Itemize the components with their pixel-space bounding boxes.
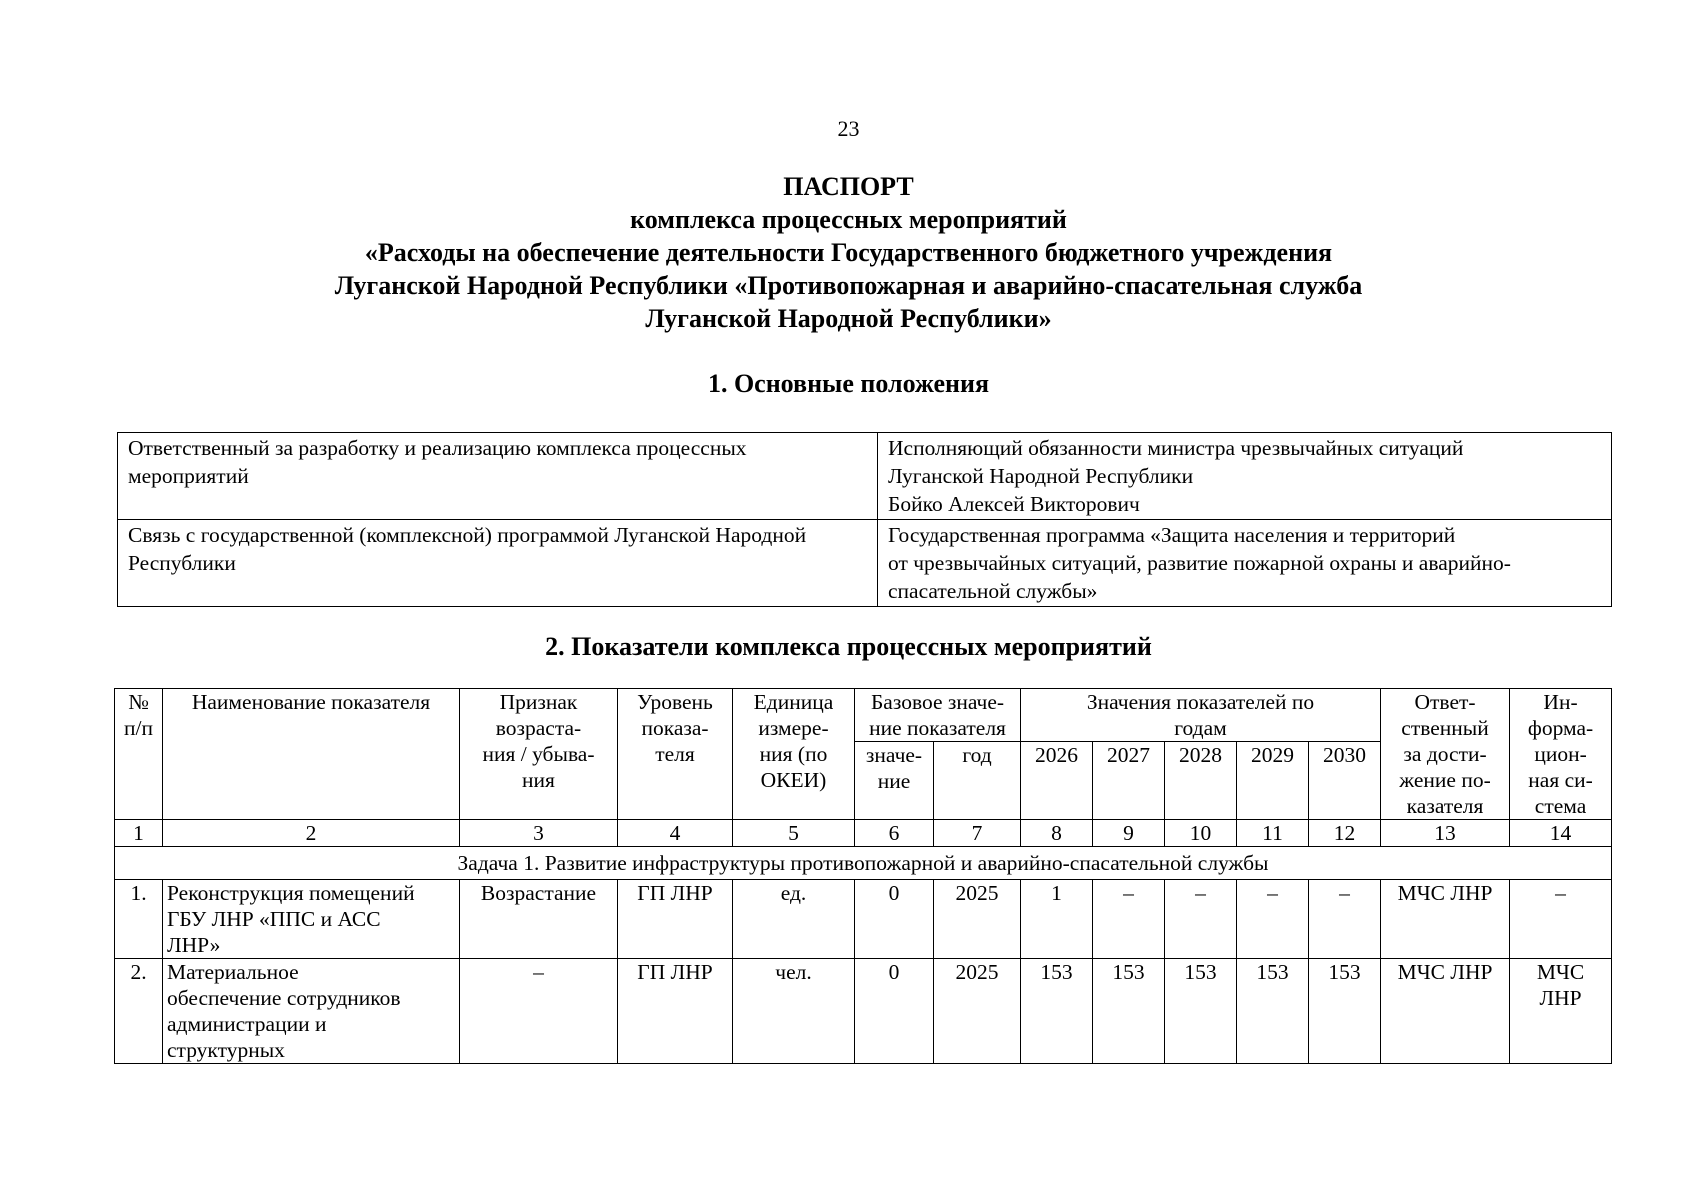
value-line: Государственная программа «Защита населения и территорий [888,523,1456,547]
header-text: Базовое значе- [870,690,1005,714]
value-line: Луганской Народной Республики [888,464,1194,488]
name-line: ГБУ ЛНР «ППС и АСС [167,907,381,931]
header-text: ние [877,769,911,793]
header-name: Наименование показателя [163,689,460,820]
header-base-value [855,742,934,820]
main-provisions-table [117,432,1612,607]
column-number: 1 [115,820,163,847]
row-name [163,880,460,959]
row-value: – [1165,880,1237,959]
title-line: ПАСПОРТ [783,172,914,201]
info-line: МЧС [1536,960,1585,984]
header-unit [733,689,855,820]
name-line: администрации и [167,1012,327,1036]
header-text: за дости- [1403,742,1487,766]
header-text: ния / убыва- [482,742,595,766]
row-base-value: 0 [855,959,934,1064]
row-sign: Возрастание [460,880,618,959]
row-info-system [1510,959,1612,1064]
column-number: 3 [460,820,618,847]
row-level: ГП ЛНР [618,959,733,1064]
header-text: ния (по [759,742,828,766]
value-line: Бойко Алексей Викторович [888,492,1140,516]
row-info-system [1510,880,1612,959]
header-text: ния [522,768,555,792]
column-number: 10 [1165,820,1237,847]
row-num: 2. [115,959,163,1064]
header-row [115,689,1612,742]
header-text: стема [1534,794,1587,818]
task-title: Задача 1. Развитие инфраструктуры противопожарной и аварийно-спасательной службы [115,847,1612,880]
row-base-year: 2025 [934,959,1021,1064]
header-text: Уровень [637,690,713,714]
header-year: 2029 [1237,742,1309,820]
table-row [118,520,1612,607]
title-line: «Расходы на обеспечение деятельности Государственного бюджетного учреждения [364,238,1333,267]
header-text: годам [1174,716,1227,740]
header-text: Значения показателей по [1086,690,1315,714]
row-level: ГП ЛНР [618,880,733,959]
header-level [618,689,733,820]
header-text: теля [655,742,695,766]
table-row [115,880,1612,959]
row-unit: ед. [733,880,855,959]
row-name [163,959,460,1064]
row-value: 153 [1237,959,1309,1064]
header-year: 2026 [1021,742,1093,820]
value-line: Исполняющий обязанности министра чрезвычайных ситуаций [888,436,1464,460]
row-value [878,433,1612,520]
header-num [115,689,163,820]
header-base [855,689,1021,742]
header-text: цион- [1534,742,1587,766]
header-text: Ответ- [1414,690,1476,714]
column-number-row [115,820,1612,847]
header-text: значе- [865,743,923,767]
page-number: 23 [837,116,860,141]
row-value: 1 [1021,880,1093,959]
info-line: – [1555,881,1566,905]
name-line: Материальное [167,960,299,984]
name-line: Реконструкция помещений [167,881,415,905]
column-number: 9 [1093,820,1165,847]
header-text: ная си- [1528,768,1593,792]
header-text: ние показателя [869,716,1006,740]
table-row [115,959,1612,1064]
row-responsible: МЧС ЛНР [1381,959,1510,1064]
row-value: 153 [1165,959,1237,1064]
column-number: 11 [1237,820,1309,847]
title-line: комплекса процессных мероприятий [630,205,1067,234]
row-sign: – [460,959,618,1064]
header-text: казателя [1406,794,1484,818]
name-line: ЛНР» [167,933,221,957]
document-title [0,170,1697,335]
info-line: ЛНР [1539,986,1582,1010]
row-value: – [1237,880,1309,959]
row-value [878,520,1612,607]
value-line: от чрезвычайных ситуаций, развитие пожарной охраны и аварийно- [888,551,1511,575]
header-text: ОКЕИ) [760,768,827,792]
column-number: 8 [1021,820,1093,847]
row-num: 1. [115,880,163,959]
column-number: 4 [618,820,733,847]
header-text: показа- [641,716,709,740]
row-value: 153 [1093,959,1165,1064]
section-2-title: 2. Показатели комплекса процессных мероприятий [545,632,1152,661]
header-text: жение по- [1399,768,1491,792]
value-line: спасательной службы» [888,579,1098,603]
header-text: п/п [124,716,153,740]
row-value: – [1093,880,1165,959]
name-line: обеспечение сотрудников [167,986,401,1010]
name-line: структурных [167,1038,285,1062]
column-number: 6 [855,820,934,847]
header-year: 2030 [1309,742,1381,820]
table-row [118,433,1612,520]
title-line: Луганской Народной Республики «Противопожарная и аварийно-спасательная служба [334,271,1363,300]
header-year: 2028 [1165,742,1237,820]
header-text: Единица [753,690,834,714]
task-row [115,847,1612,880]
row-responsible: МЧС ЛНР [1381,880,1510,959]
header-text: Ин- [1543,690,1578,714]
row-label: Ответственный за разработку и реализацию комплекса процессных мероприятий [118,433,878,520]
header-text: форма- [1527,716,1594,740]
header-info-system [1510,689,1612,820]
indicators-table [114,688,1612,1064]
column-number: 2 [163,820,460,847]
column-number: 7 [934,820,1021,847]
row-value: – [1309,880,1381,959]
header-text: Признак [499,690,578,714]
column-number: 14 [1510,820,1612,847]
header-responsible [1381,689,1510,820]
header-text: возраста- [495,716,582,740]
header-base-year: год [934,742,1021,820]
row-value: 153 [1021,959,1093,1064]
header-values [1021,689,1381,742]
row-unit: чел. [733,959,855,1064]
header-sign [460,689,618,820]
row-base-year: 2025 [934,880,1021,959]
section-1-title: 1. Основные положения [707,369,990,398]
row-base-value: 0 [855,880,934,959]
row-value: 153 [1309,959,1381,1064]
column-number: 13 [1381,820,1510,847]
row-label: Связь с государственной (комплексной) программой Луганской Народной Республики [118,520,878,607]
column-number: 5 [733,820,855,847]
header-text: измере- [758,716,829,740]
header-year: 2027 [1093,742,1165,820]
header-text: ственный [1401,716,1489,740]
header-text: № [128,690,149,714]
column-number: 12 [1309,820,1381,847]
title-line: Луганской Народной Республики» [645,304,1052,333]
